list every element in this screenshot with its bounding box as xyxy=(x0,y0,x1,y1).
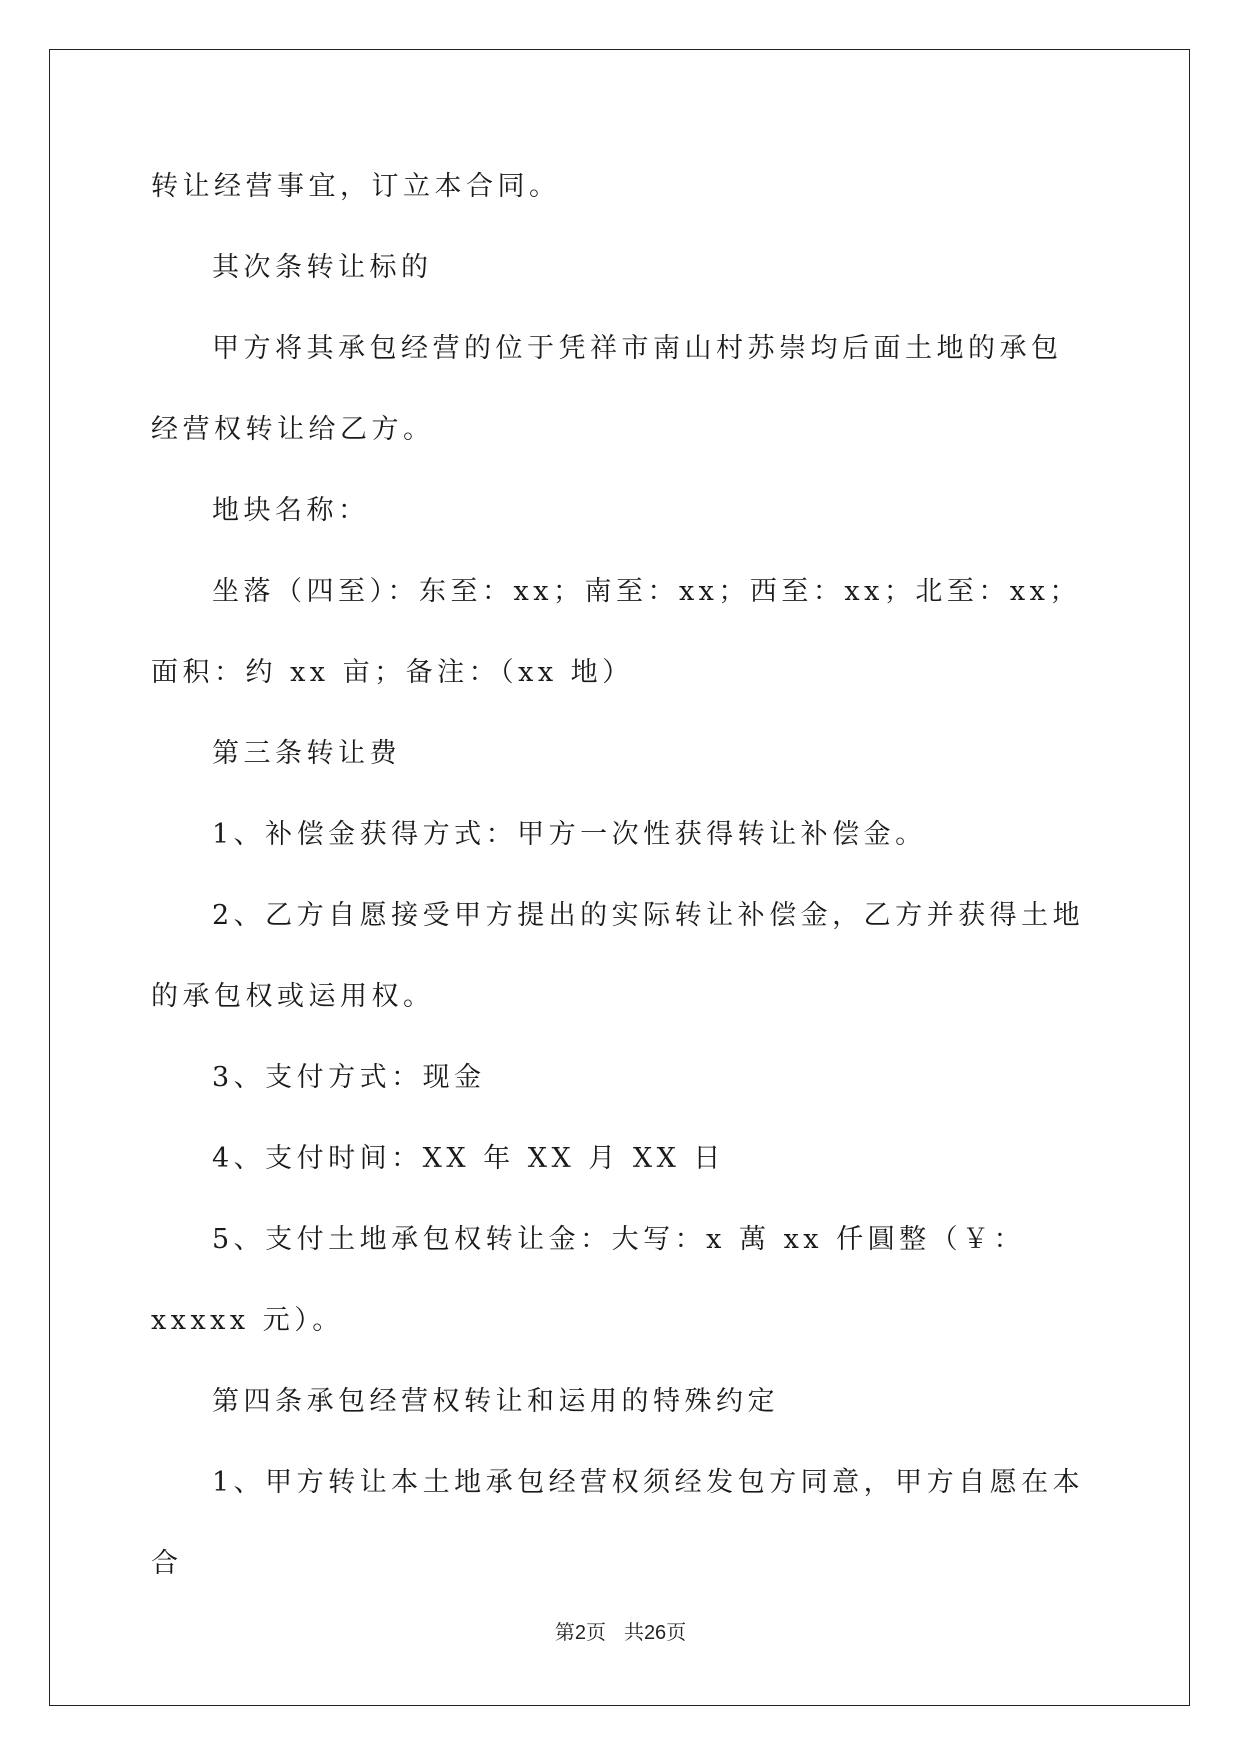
list-item: 4、支付时间：XX 年 XX 月 XX 日 xyxy=(212,1143,725,1174)
page-suffix: 页 xyxy=(585,1622,606,1644)
page-prefix: 第 xyxy=(554,1622,575,1644)
paragraph: 地块名称： xyxy=(212,495,370,526)
paragraph: 甲方将其承包经营的位于凭祥市南山村苏崇均后面土地的承包经营权转让给乙方。 xyxy=(151,333,1063,445)
list-item: 3、支付方式：现金 xyxy=(212,1062,486,1093)
total-suffix: 页 xyxy=(666,1622,687,1644)
list-item: 1、补偿金获得方式：甲方一次性获得转让补偿金。 xyxy=(212,819,927,850)
paragraph: 坐落（四至）：东至：xx；南至：xx；西至：xx；北至：xx；面积：约 xx 亩；备注：（xx 地） xyxy=(151,576,1081,688)
section-heading: 第三条转让费 xyxy=(212,738,401,769)
total-prefix: 共 xyxy=(623,1622,644,1644)
list-item: 5、支付土地承包权转让金：大写：x 萬 xx 仟圓整（￥：xxxxx 元）。 xyxy=(151,1224,1026,1336)
list-item: 1、甲方转让本土地承包经营权须经发包方同意，甲方自愿在本合 xyxy=(151,1467,1085,1579)
page-number: 2 xyxy=(574,1622,586,1644)
list-item: 2、乙方自愿接受甲方提出的实际转让补偿金，乙方并获得土地的承包权或运用权。 xyxy=(151,900,1085,1012)
page-footer xyxy=(0,1616,1241,1645)
section-heading: 其次条转让标的 xyxy=(212,252,433,283)
document-body xyxy=(151,146,1091,1604)
page-total: 26 xyxy=(643,1622,667,1644)
section-heading: 第四条承包经营权转让和运用的特殊约定 xyxy=(212,1386,779,1417)
paragraph: 转让经营事宜，订立本合同。 xyxy=(151,171,561,202)
